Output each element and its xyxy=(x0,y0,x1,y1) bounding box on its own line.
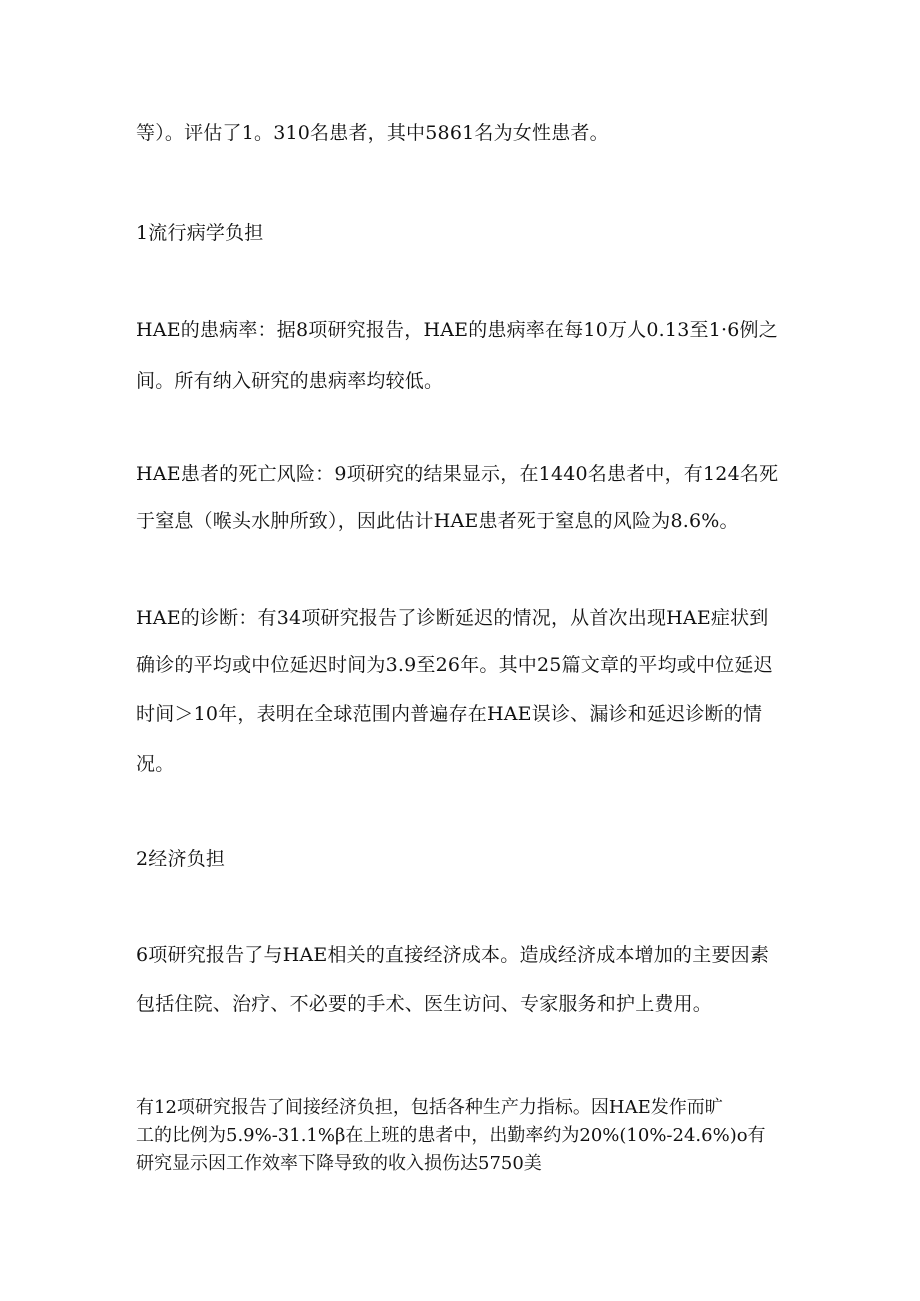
section-heading-epidemiology: 1流行病学负担 xyxy=(136,222,264,244)
section-heading-economic: 2经济负担 xyxy=(136,848,226,870)
paragraph-mortality-line-1: HAE患者的死亡风险：9项研究的结果显示，在1440名患者中，有124名死 xyxy=(136,463,779,485)
paragraph-mortality-line-2: 于窒息（喉头水肿所致），因此估计HAE患者死于窒息的风险为8.6%。 xyxy=(136,510,739,532)
paragraph-indirect-cost-line-2: 工的比例为5.9%-31.1%β在上班的患者中，出勤率约为20%(10%-24.6%)o有 xyxy=(136,1125,766,1146)
paragraph-intro-line-1: 等）。评估了1。310名患者，其中5861名为女性患者。 xyxy=(136,122,609,144)
paragraph-prevalence-line-2: 间。所有纳入研究的患病率均较低。 xyxy=(136,370,444,392)
paragraph-diagnosis-line-3: 时间＞10年，表明在全球范围内普遍存在HAE误诊、漏诊和延迟诊断的情 xyxy=(136,703,763,725)
paragraph-diagnosis-line-1: HAE的诊断：有34项研究报告了诊断延迟的情况，从首次出现HAE症状到 xyxy=(136,607,769,629)
paragraph-direct-cost-line-2: 包括住院、治疗、不必要的手术、医生访问、专家服务和护上费用。 xyxy=(136,993,713,1015)
paragraph-indirect-cost-line-3: 研究显示因工作效率下降导致的收入损伤达5750美 xyxy=(136,1153,542,1174)
paragraph-direct-cost-line-1: 6项研究报告了与HAE相关的直接经济成本。造成经济成本增加的主要因素 xyxy=(136,944,770,966)
paragraph-diagnosis-line-4: 况。 xyxy=(136,753,175,775)
paragraph-prevalence-line-1: HAE的患病率：据8项研究报告，HAE的患病率在每10万人0.13至1·6例之 xyxy=(136,319,778,341)
paragraph-diagnosis-line-2: 确诊的平均或中位延迟时间为3.9至26年。其中25篇文章的平均或中位延迟 xyxy=(136,654,773,676)
paragraph-indirect-cost-line-1: 有12项研究报告了间接经济负担，包括各种生产力指标。因HAE发作而旷 xyxy=(136,1097,723,1118)
